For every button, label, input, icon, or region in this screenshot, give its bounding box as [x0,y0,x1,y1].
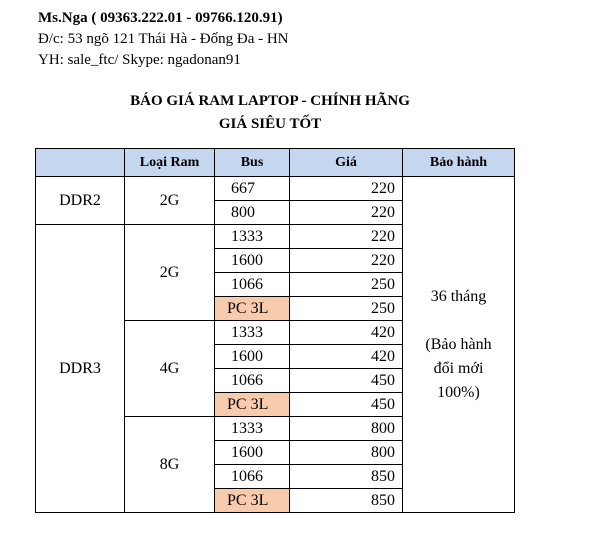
bus-cell-highlight: PC 3L [215,297,290,321]
warranty-period: 36 tháng [430,287,487,305]
bus-cell: 1600 [215,249,290,273]
price-cell: 420 [290,321,403,345]
price-cell: 250 [290,273,403,297]
header-warranty: Bảo hành [403,149,515,177]
bus-cell: 1066 [215,465,290,489]
bus-cell: 1600 [215,345,290,369]
price-cell: 450 [290,369,403,393]
header-bus: Bus [215,149,290,177]
warranty-cell [403,177,515,513]
price-cell: 250 [290,297,403,321]
contact-im: YH: sale_ftc/ Skype: ngadonan91 [38,52,241,68]
header-type [36,149,125,177]
price-table [35,148,515,513]
page-subtitle: GIÁ SIÊU TỐT [218,116,322,132]
price-cell: 850 [290,465,403,489]
price-cell: 450 [290,393,403,417]
ram-size-cell: 2G [125,177,215,225]
ram-size-cell: 8G [125,417,215,513]
contact-block [38,8,289,71]
header-price: Giá [290,149,403,177]
bus-cell: 1600 [215,441,290,465]
ram-size-cell: 4G [125,321,215,417]
price-cell: 220 [290,201,403,225]
price-cell: 220 [290,249,403,273]
price-cell: 800 [290,417,403,441]
table-header-row [36,149,515,177]
ram-size-cell: 2G [125,225,215,321]
ram-type-cell: DDR2 [36,177,125,225]
bus-cell: 1333 [215,321,290,345]
header-ram-size: Loại Ram [125,149,215,177]
bus-cell: 1333 [215,417,290,441]
bus-cell: 1066 [215,369,290,393]
ram-type-cell: DDR3 [36,225,125,513]
page-title: BÁO GIÁ RAM LAPTOP - CHÍNH HÃNG [130,93,410,109]
table-row [36,177,515,201]
price-cell: 220 [290,225,403,249]
bus-cell-highlight: PC 3L [215,489,290,513]
bus-cell: 1333 [215,225,290,249]
warranty-note-3: 100%) [437,383,480,401]
contact-name: Ms.Nga ( 09363.222.01 - 09766.120.91) [38,10,283,26]
price-cell: 850 [290,489,403,513]
bus-cell: 667 [215,177,290,201]
price-cell: 420 [290,345,403,369]
contact-address: Đ/c: 53 ngõ 121 Thái Hà - Đống Đa - HN [38,31,289,47]
price-cell: 220 [290,177,403,201]
price-cell: 800 [290,441,403,465]
warranty-note-2: đổi mới [433,359,484,377]
warranty-note-1: (Bảo hành [425,335,492,353]
bus-cell-highlight: PC 3L [215,393,290,417]
bus-cell: 800 [215,201,290,225]
bus-cell: 1066 [215,273,290,297]
